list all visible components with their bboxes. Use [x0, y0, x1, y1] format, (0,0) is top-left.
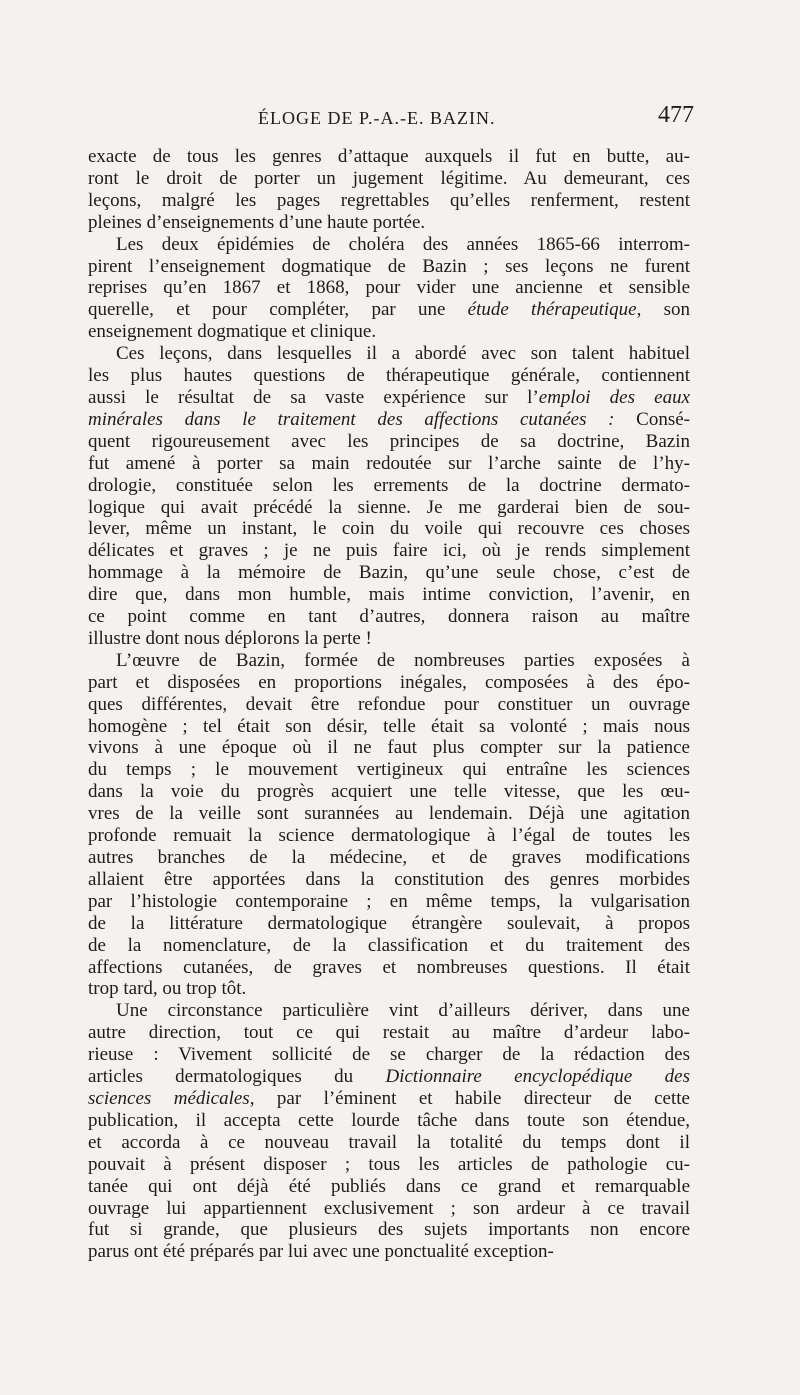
- text-run: dans la voie du progrès acquiert une telle vitesse, que les œu-: [88, 781, 690, 803]
- page-header: [88, 100, 694, 140]
- text-run: allaient être apportées dans la constitution des genres morbides: [88, 868, 690, 890]
- text-line: [88, 716, 690, 738]
- text-run: les plus hautes questions de thérapeutique générale, contiennent: [88, 365, 690, 387]
- text-run: publication, il accepta cette lourde tâche dans toute son étendue,: [88, 1109, 690, 1131]
- text-run: pleines d’enseignements d’une haute portée.: [88, 211, 426, 233]
- italic-text: étude thérapeutique: [467, 299, 637, 321]
- text-line: [88, 1198, 690, 1220]
- text-line: [88, 869, 690, 891]
- text-line: [88, 497, 690, 519]
- text-run: profonde remuait la science dermatologique à l’égal de toutes les: [88, 825, 690, 847]
- text-run: fut si grande, que plusieurs des sujets importants non encore: [88, 1219, 690, 1241]
- paragraph: [88, 146, 690, 234]
- italic-text: emploi des eaux: [538, 386, 690, 408]
- text-run: dire que, dans mon humble, mais intime conviction, l’avenir, en: [88, 584, 690, 606]
- text-run: drologie, constituée selon les errements de la doctrine dermato-: [88, 474, 690, 496]
- text-run: trop tard, ou trop tôt.: [88, 978, 247, 1000]
- text-run: enseignement dogmatique et clinique.: [88, 321, 377, 343]
- text-line: [88, 957, 690, 979]
- text-line: [88, 759, 690, 781]
- text-run: Une circonstance particulière vint d’ailleurs dériver, dans une: [116, 1000, 690, 1022]
- text-run: hommage à la mémoire de Bazin, qu’une seule chose, c’est de: [88, 562, 690, 584]
- text-run: quent rigoureusement avec les principes de sa doctrine, Bazin: [88, 430, 690, 452]
- text-run: autre direction, tout ce qui restait au maître d’ardeur labo-: [88, 1022, 690, 1044]
- paragraph: [88, 650, 690, 1001]
- text-line: [88, 299, 690, 321]
- text-line: [88, 650, 690, 672]
- text-run: , par l’éminent et habile directeur de cette: [249, 1087, 690, 1109]
- text-line: [88, 803, 690, 825]
- text-line: [88, 781, 690, 803]
- text-run: ront le droit de porter un jugement légitime. Au demeurant, ces: [88, 167, 690, 189]
- text-line: [88, 891, 690, 913]
- text-run: querelle, et pour compléter, par une: [88, 299, 468, 321]
- text-line: [88, 540, 690, 562]
- text-run: articles dermatologiques du: [88, 1066, 386, 1088]
- page-number: 477: [658, 102, 694, 128]
- text-line: [88, 146, 690, 168]
- text-line: [88, 628, 690, 650]
- text-line: [88, 1219, 690, 1241]
- text-run: pirent l’enseignement dogmatique de Bazin ; ses leçons ne furent: [88, 255, 690, 277]
- text-run: illustre dont nous déplorons la perte !: [88, 627, 372, 649]
- text-line: [88, 1132, 690, 1154]
- text-line: [88, 913, 690, 935]
- text-run: parus ont été préparés par lui avec une ponctualité exception-: [88, 1241, 554, 1263]
- text-line: [88, 387, 690, 409]
- text-run: reprises qu’en 1867 et 1868, pour vider une ancienne et sensible: [88, 277, 690, 299]
- text-run: vres de la veille sont surannées au lendemain. Déjà une agitation: [88, 803, 690, 825]
- text-run: aussi le résultat de sa vaste expérience sur l’: [88, 386, 539, 408]
- text-run: lever, même un instant, le coin du voile qui recouvre ces choses: [88, 518, 690, 540]
- text-line: [88, 365, 690, 387]
- text-run: par l’histologie contemporaine ; en même temps, la vulgarisation: [88, 890, 690, 912]
- paragraph: [88, 234, 690, 344]
- text-line: [88, 1066, 690, 1088]
- text-run: vivons à une époque où il ne faut plus compter sur la patience: [88, 737, 690, 759]
- text-line: [88, 825, 690, 847]
- text-run: de la nomenclature, de la classification et du traitement des: [88, 934, 690, 956]
- text-run: homogène ; tel était son désir, telle était sa volonté ; mais nous: [88, 715, 690, 737]
- text-line: [88, 518, 690, 540]
- paragraph: [88, 343, 690, 650]
- text-run: L’œuvre de Bazin, formée de nombreuses parties exposées à: [116, 649, 690, 671]
- text-line: [88, 277, 690, 299]
- text-line: [88, 1176, 690, 1198]
- text-run: exacte de tous les genres d’attaque auxquels il fut en butte, au-: [88, 146, 690, 167]
- text-run: de la littérature dermatologique étrangère soulevait, à propos: [88, 912, 690, 934]
- text-line: [88, 409, 690, 431]
- text-line: [88, 1110, 690, 1132]
- text-line: [88, 737, 690, 759]
- text-run: ouvrage lui appartiennent exclusivement ; son ardeur à ce travail: [88, 1197, 690, 1219]
- text-run: ques différentes, devait être refondue pour constituer un ouvrage: [88, 693, 690, 715]
- body-text: [88, 146, 690, 1263]
- italic-text: sciences médicales: [88, 1087, 250, 1109]
- text-line: [88, 606, 690, 628]
- text-run: autres branches de la médecine, et de graves modifications: [88, 847, 690, 868]
- text-line: [88, 475, 690, 497]
- text-run: délicates et graves ; je ne puis faire ici, où je rends simplement: [88, 540, 690, 562]
- text-run: part et disposées en proportions inégales, composées à des épo-: [88, 671, 690, 693]
- text-line: [88, 1088, 690, 1110]
- text-line: [88, 1022, 690, 1044]
- text-line: [88, 234, 690, 256]
- text-run: Ces leçons, dans lesquelles il a abordé avec son talent habituel: [116, 343, 690, 365]
- text-line: [88, 935, 690, 957]
- text-line: [88, 168, 690, 190]
- text-line: [88, 1241, 690, 1263]
- text-run: pouvait à présent disposer ; tous les articles de pathologie cu-: [88, 1153, 690, 1175]
- text-run: rieuse : Vivement sollicité de se charger de la rédaction des: [88, 1044, 690, 1066]
- text-line: [88, 1044, 690, 1066]
- text-line: [88, 431, 690, 453]
- text-line: [88, 978, 690, 1000]
- italic-text: minérales dans le traitement des affections cutanées :: [88, 408, 615, 430]
- text-run: leçons, malgré les pages regrettables qu’elles renferment, restent: [88, 189, 690, 211]
- text-run: et accorda à ce nouveau travail la totalité du temps dont il: [88, 1131, 690, 1153]
- text-run: du temps ; le mouvement vertigineux qui entraîne les sciences: [88, 759, 690, 781]
- text-line: [88, 212, 690, 234]
- text-line: [88, 1000, 690, 1022]
- running-title: ÉLOGE DE P.-A.-E. BAZIN.: [258, 108, 496, 128]
- text-line: [88, 847, 690, 869]
- text-line: [88, 694, 690, 716]
- text-line: [88, 584, 690, 606]
- text-line: [88, 1154, 690, 1176]
- text-line: [88, 321, 690, 343]
- text-line: [88, 453, 690, 475]
- italic-text: Dictionnaire encyclopédique des: [385, 1066, 690, 1088]
- text-line: [88, 343, 690, 365]
- paragraph: [88, 1000, 690, 1263]
- text-line: [88, 672, 690, 694]
- text-run: affections cutanées, de graves et nombreuses questions. Il était: [88, 956, 690, 978]
- text-run: Les deux épidémies de choléra des années 1865-66 interrom-: [116, 233, 690, 255]
- text-run: fut amené à porter sa main redoutée sur l’arche sainte de l’hy-: [88, 452, 690, 474]
- text-line: [88, 562, 690, 584]
- text-run: Consé-: [614, 408, 691, 430]
- text-line: [88, 190, 690, 212]
- text-run: logique qui avait précédé la sienne. Je me garderai bien de sou-: [88, 496, 690, 518]
- text-line: [88, 256, 690, 278]
- text-run: , son: [636, 299, 690, 321]
- text-run: ce point comme en tant d’autres, donnera raison au maître: [88, 606, 690, 628]
- text-run: tanée qui ont déjà été publiés dans ce grand et remarquable: [88, 1175, 690, 1197]
